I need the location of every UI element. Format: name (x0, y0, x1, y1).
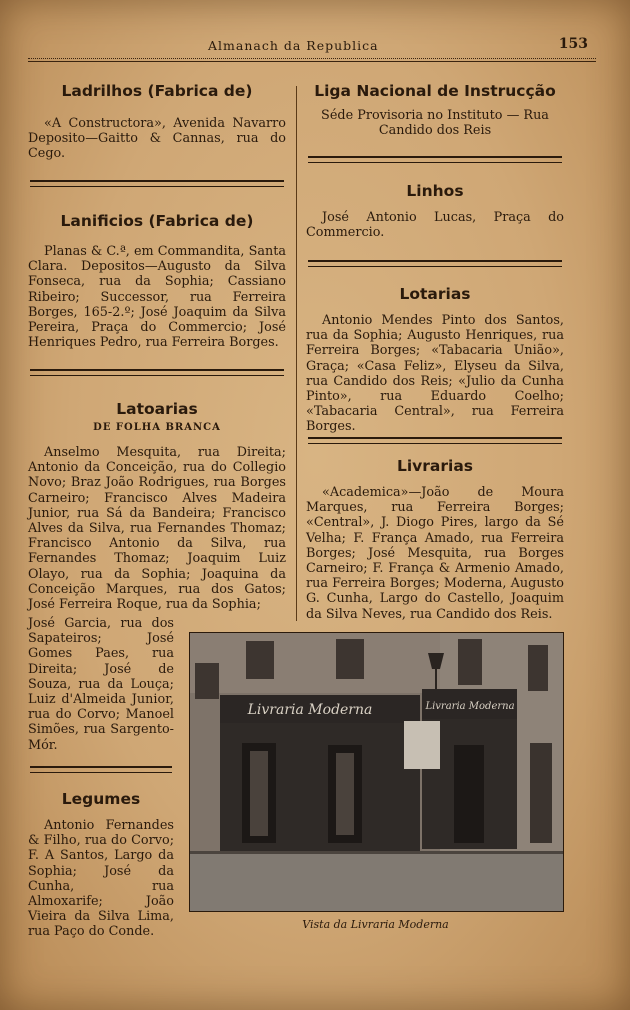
text-latoarias: Anselmo Mesquita, rua Direita; Antonio da Conceição, rua do Collegio Novo; Braz João Rodrigues, rua Borges Carneiro; Francisco Alves Madeira Junior, rua Sá da Bandeira; Francisco Alves da Silva, rua Fernandes Thomaz; Francisco Antonio da Silva, rua Fernandes Thomaz; Joaquim Luiz Olayo, rua da Sophia; Joaquina da Conceição Marques, rua dos Gatos; José Ferreira Roque, rua da Sophia; (28, 445, 286, 613)
section-lanificios (28, 210, 286, 350)
text-liga: Séde Provisoria no Instituto — Rua Candido dos Reis (321, 108, 549, 139)
text-lotarias: Antonio Mendes Pinto dos Santos, rua da Sophia; Augusto Henriques, rua Ferreira Borges; «Tabacaria União», Graça; «Casa Feliz», Elyseu da Silva, rua Candido dos Reis; «Julio da Cunha Pinto», rua Eduardo Coelho; «Tabacaria Central», rua Ferreira Borges. (306, 313, 564, 435)
subheading-latoarias: DE FOLHA BRANCA (93, 422, 221, 433)
text-latoarias-narrow: José Garcia, rua dos Sapateiros; José Gomes Paes, rua Direita; José de Souza, rua da Louça; Luiz d'Almeida Junior, rua do Corvo; Manoel Simões, rua Sargento-Mór. (28, 616, 174, 753)
bookshop-photo (189, 632, 564, 912)
heading-ladrilhos: Ladrilhos (Fabrica de) (61, 82, 253, 100)
header-rule (28, 58, 596, 59)
section-divider (308, 437, 562, 444)
heading-latoarias: Latoarias (116, 400, 198, 418)
section-livrarias (306, 455, 564, 622)
section-divider (30, 369, 284, 376)
text-livrarias: «Academica»—João de Moura Marques, rua Ferreira Borges; «Central», J. Diogo Pires, largo da Sé Velha; F. França Amado, rua Ferreira Borges; José Mesquita, rua Borges Carneiro; F. França & Armenio Amado, rua Ferreira Borges; Moderna, Augusto G. Cunha, Largo do Castello, Joaquim da Silva Neves, rua Candido dos Reis. (306, 485, 564, 622)
heading-lotarias: Lotarias (399, 285, 471, 303)
column-divider (296, 86, 297, 621)
section-divider (30, 766, 172, 773)
section-liga (306, 80, 564, 138)
text-linhos: José Antonio Lucas, Praça do Commercio. (306, 210, 564, 241)
text-legumes: Antonio Fernandes & Filho, rua do Corvo; F. A Santos, Largo da Sophia; José da Cunha, rua Almoxarife; João Vieira da Silva Lima, rua Paço do Conde. (28, 818, 174, 940)
heading-livrarias: Livrarias (396, 457, 474, 475)
section-lotarias (306, 283, 564, 435)
section-ladrilhos (28, 80, 286, 162)
section-legumes (28, 788, 174, 940)
section-divider (308, 156, 562, 163)
shop-sign-left: Livraria Moderna (247, 702, 373, 718)
running-title: Almanach da Republica (208, 38, 379, 53)
section-divider (30, 180, 284, 187)
heading-linhos: Linhos (406, 182, 464, 200)
page-number: 153 (558, 36, 588, 52)
section-linhos (306, 180, 564, 240)
section-latoarias (28, 398, 286, 612)
shop-sign-right: Livraria Moderna (425, 701, 515, 712)
header-rule-solid (28, 61, 596, 62)
heading-lanificios: Lanificios (Fabrica de) (60, 212, 254, 230)
heading-legumes: Legumes (61, 790, 141, 808)
text-ladrilhos: «A Constructora», Avenida Navarro Deposito—Gaitto & Cannas, rua do Cego. (28, 116, 286, 162)
bookshop-illustration (190, 633, 563, 911)
photo-caption: Vista da Livraria Moderna (302, 918, 449, 931)
section-divider (308, 260, 562, 267)
heading-liga: Liga Nacional de Instrucção (314, 82, 556, 100)
text-lanificios: Planas & C.ª, em Commandita, Santa Clara. Depositos—Augusto da Silva Fonseca, rua da Sophia; Cassiano Ribeiro; Successor, rua Ferreira Borges, 165-2.º; José Joaquim da Silva Pereira, Praça do Commercio; José Henriques Pedro, rua Ferreira Borges. (28, 244, 286, 351)
running-header (28, 36, 596, 56)
section-latoarias-cont (28, 616, 174, 753)
